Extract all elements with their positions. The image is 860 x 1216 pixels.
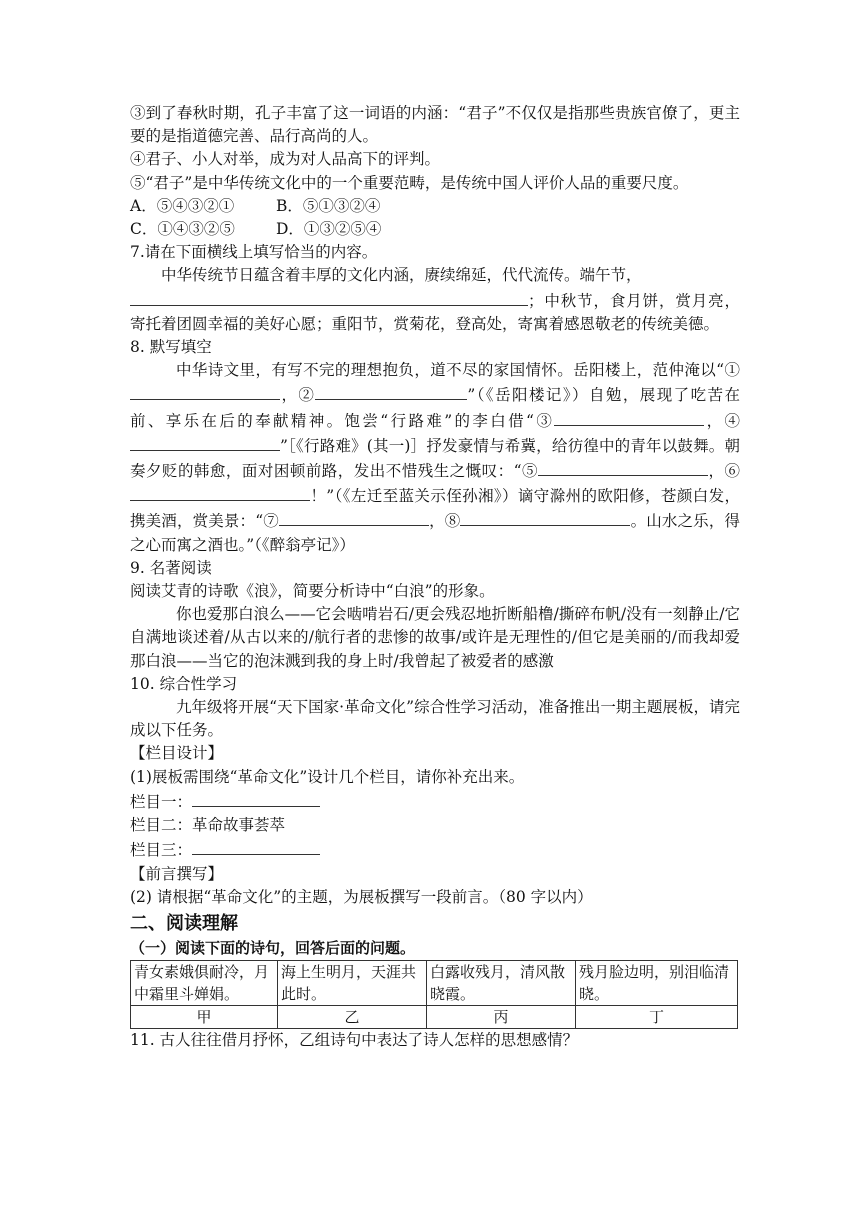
q8-blank-6[interactable] bbox=[130, 483, 310, 501]
q8-text-6: ，⑥ bbox=[708, 462, 740, 481]
q7-title: 7.请在下面横线上填写恰当的内容。 bbox=[130, 243, 378, 262]
q8-text-9: 。山水之乐，得之心而寓之酒也。”（《醉翁亭记》） bbox=[130, 512, 740, 554]
q10-column-2: 栏目二：革命故事荟萃 bbox=[130, 816, 286, 835]
q9-poem: 你也爱那白浪么——它会啮啃岩石/更会残忍地折断船橹/撕碎布帆/没有一刻静止/它自满地谈述着/从古以来的/航行者的悲惨的故事/或许是无理性的/但它是美丽的/而我却爱那白浪——当它的泡沫溅到我的身上时/我曾起了被爱者的感激 bbox=[130, 605, 740, 670]
q7-text-1: 中华传统节日蕴含着丰厚的文化内涵，赓续绵延，代代流传。端午节， bbox=[161, 266, 642, 285]
q8-text-8: ，⑧ bbox=[428, 512, 461, 531]
q8-text-3: ”（《岳阳楼记》）自勉，展现了吃苦在前、享乐在后的奉献精神。饱尝“行路难”的李白借“③ bbox=[130, 386, 740, 430]
q6-item-4: ④君子、小人对举，成为对人品高下的评判。 bbox=[130, 150, 441, 169]
poem-table-row bbox=[131, 960, 738, 1005]
q8-title: 8. 默写填空 bbox=[130, 338, 212, 357]
label-jia: 甲 bbox=[131, 1005, 278, 1028]
q6-option-d: D．①③②⑤④ bbox=[276, 220, 382, 239]
q6-item-3: ③到了春秋时期，孔子丰富了这一词语的内涵：“君子”不仅仅是指那些贵族官僚了，更主要的是指道德完善、品行高尚的人。 bbox=[130, 104, 740, 146]
q10-section-column-design: 【栏目设计】 bbox=[130, 744, 224, 763]
q8-blank-8[interactable] bbox=[460, 508, 630, 526]
q7-text-2 bbox=[130, 288, 740, 336]
q8-text-7: ！”（《左迁至蓝关示侄孙湘》）谪守滁州的欧阳修，苍颜白发，携美酒，赏美景：“⑦ bbox=[130, 487, 740, 531]
label-bing: 丙 bbox=[427, 1005, 576, 1028]
q6-options-row-2 bbox=[130, 218, 740, 241]
q8-blank-7[interactable] bbox=[279, 508, 429, 526]
poem-cell-ding: 残月脸边明，别泪临清晓。 bbox=[576, 960, 738, 1005]
q10-column-1 bbox=[130, 789, 740, 814]
q8-text-5: ”［《行路难》(其一)］抒发豪情与希冀，给彷徨中的青年以鼓舞。朝奏夕贬的韩愈，面对困顿前路，发出不惜残生之慨叹：“⑤ bbox=[130, 436, 740, 481]
poem-cell-jia: 青女素娥俱耐冷，月中霜里斗婵娟。 bbox=[131, 960, 278, 1005]
q7-answer-blank[interactable] bbox=[130, 288, 528, 306]
poem-label-row bbox=[131, 1005, 738, 1028]
q8-blank-3[interactable] bbox=[554, 408, 704, 426]
q10-intro: 九年级将开展“天下国家·革命文化”综合性学习活动，准备推出一期主题展板，请完成以下任务。 bbox=[130, 698, 740, 740]
q10-column-3-label: 栏目三： bbox=[130, 841, 193, 860]
q11-question: 11. 古人往往借月抒怀，乙组诗句中表达了诗人怎样的思想感情？ bbox=[130, 1030, 579, 1049]
poem-cell-yi: 海上生明月，天涯共此时。 bbox=[278, 960, 427, 1005]
q8-text-1: 中华诗文里，有写不完的理想抱负，道不尽的家国情怀。岳阳楼上，范仲淹以“① bbox=[176, 361, 740, 380]
poem-cell-bing: 白露收残月，清风散晓霞。 bbox=[427, 960, 576, 1005]
q6-options-row-1 bbox=[130, 195, 740, 218]
part-2-heading: 二、阅读理解 bbox=[130, 912, 238, 934]
q6-option-c: C．①④③②⑤ bbox=[130, 220, 235, 239]
q8-blank-2[interactable] bbox=[315, 382, 467, 400]
q8-blank-4[interactable] bbox=[130, 433, 280, 451]
q9-title: 9. 名著阅读 bbox=[130, 558, 212, 577]
part-2-subheading: （一）阅读下面的诗句，回答后面的问题。 bbox=[130, 938, 416, 957]
q8-blank-5[interactable] bbox=[538, 458, 708, 476]
document-page bbox=[130, 102, 740, 1052]
q10-column-3-blank[interactable] bbox=[192, 837, 320, 855]
q8-passage bbox=[130, 359, 740, 557]
poem-table bbox=[130, 960, 738, 1029]
q8-text-2: ，② bbox=[280, 386, 316, 405]
label-yi: 乙 bbox=[278, 1005, 427, 1028]
q7-text-2-content: ；中秋节，食月饼，赏月亮，寄托着团圆幸福的美好心愿；重阳节，赏菊花，登高处，寄寓着感恩敬老的传统美德。 bbox=[130, 291, 740, 333]
q10-column-1-blank[interactable] bbox=[192, 789, 320, 807]
q10-column-1-label: 栏目一： bbox=[130, 792, 193, 811]
q8-text-4: ，④ bbox=[704, 411, 740, 430]
q8-blank-1[interactable] bbox=[130, 382, 280, 400]
q10-task-1: (1)展板需围绕“革命文化”设计几个栏目，请你补充出来。 bbox=[130, 767, 525, 786]
q10-title: 10. 综合性学习 bbox=[130, 674, 238, 693]
q6-item-5: ⑤“君子”是中华传统文化中的一个重要范畴，是传统中国人评价人品的重要尺度。 bbox=[130, 173, 689, 192]
q10-task-2: (2) 请根据“革命文化”的主题，为展板撰写一段前言。（80 字以内） bbox=[130, 887, 593, 906]
q6-option-a: A．⑤④③②① bbox=[130, 196, 235, 215]
q6-option-b: B．⑤①③②④ bbox=[276, 196, 381, 215]
label-ding: 丁 bbox=[576, 1005, 738, 1028]
q10-section-preface: 【前言撰写】 bbox=[130, 864, 224, 883]
q10-column-3 bbox=[130, 837, 740, 862]
q9-prompt: 阅读艾青的诗歌《浪》，简要分析诗中“白浪”的形象。 bbox=[130, 582, 495, 601]
